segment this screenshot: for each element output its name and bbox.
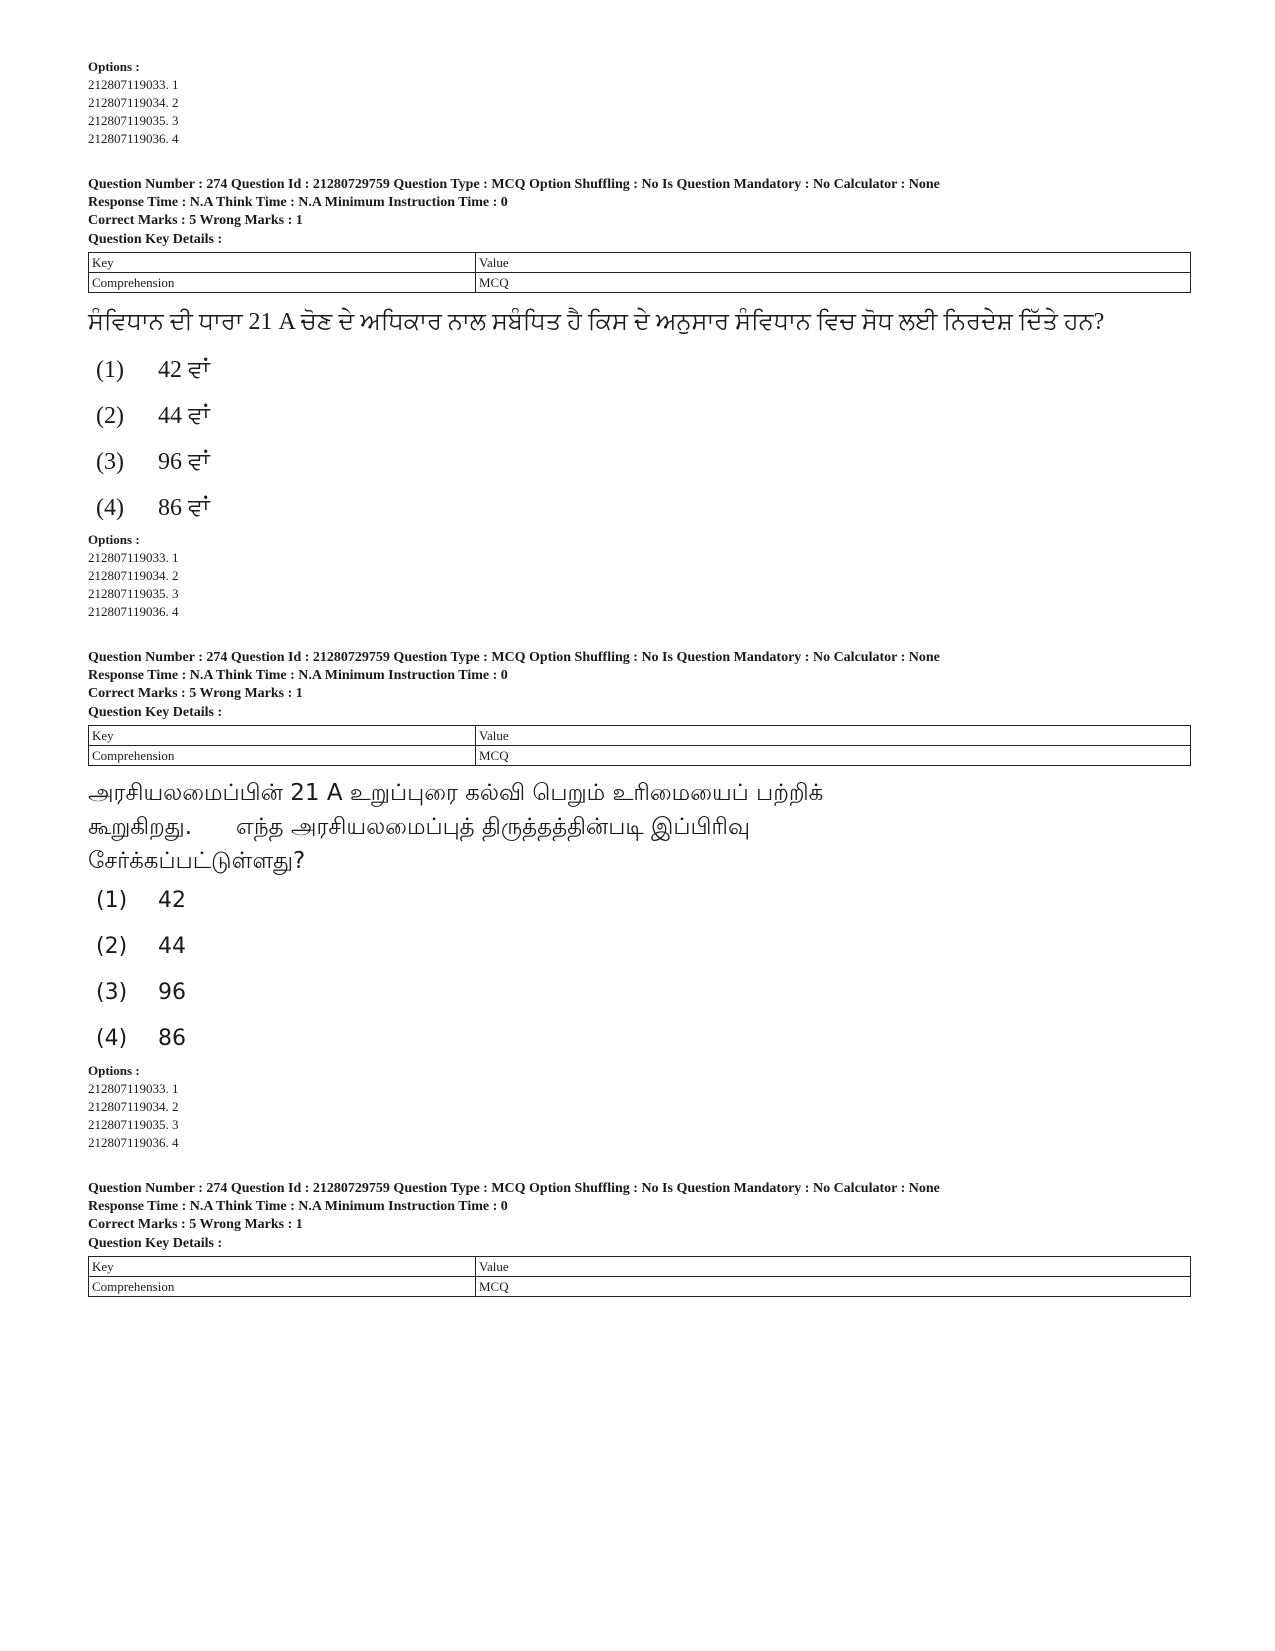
table-header-value: Value (476, 726, 1191, 746)
question-meta (88, 649, 1193, 703)
option-id: 212807119033. 1 (88, 77, 179, 92)
key-details-label: Question Key Details : (88, 232, 223, 247)
marks-line: Correct Marks : 5 Wrong Marks : 1 (88, 213, 303, 228)
answer-number: (1) (96, 357, 124, 383)
question-block-punjabi (88, 176, 1193, 621)
option-id: 212807119034. 2 (88, 1099, 179, 1114)
question-meta (88, 176, 1193, 230)
marks-line: Correct Marks : 5 Wrong Marks : 1 (88, 1217, 303, 1232)
answer-option (88, 439, 1193, 485)
answer-number: (2) (96, 934, 128, 959)
table-cell-key: Comprehension (89, 1277, 476, 1297)
answer-number: (2) (96, 403, 124, 429)
question-meta (88, 1180, 1193, 1234)
table-cell-value: MCQ (476, 746, 1191, 766)
option-id: 212807119035. 3 (88, 586, 179, 601)
table-header-value: Value (476, 253, 1191, 273)
key-value-table (88, 1256, 1191, 1297)
option-id: 212807119033. 1 (88, 1081, 179, 1096)
table-header-key: Key (89, 253, 476, 273)
answer-text: 44 (158, 934, 186, 959)
answer-number: (4) (96, 495, 124, 521)
answer-text: 44 ਵਾਂ (158, 403, 210, 429)
question-meta-line: Question Number : 274 Question Id : 21280729759 Question Type : MCQ Option Shuffling : No Is Question Mandatory : No Calculator : None (88, 177, 940, 192)
table-cell-value: MCQ (476, 273, 1191, 293)
option-id: 212807119036. 4 (88, 131, 179, 146)
document-page (88, 58, 1193, 1297)
table-header-key: Key (89, 1257, 476, 1277)
option-id: 212807119035. 3 (88, 113, 179, 128)
question-block-next (88, 1180, 1193, 1297)
answer-option (88, 878, 1193, 924)
answer-text: 86 (158, 1026, 186, 1051)
options-block (88, 1062, 1193, 1152)
answer-option (88, 393, 1193, 439)
options-title: Options : (88, 59, 140, 74)
question-text: ਸੰਵਿਧਾਨ ਦੀ ਧਾਰਾ 21 A ਚੋਣ ਦੇ ਅਧਿਕਾਰ ਨਾਲ ਸਬੰਧਿਤ ਹੈ ਕਿਸ ਦੇ ਅਨੁਸਾਰ ਸੰਵਿਧਾਨ ਵਿਚ ਸੋਧ ਲਈ ਨਿਰਦੇਸ਼ ਦਿੱਤੇ ਹਨ? (88, 309, 1105, 335)
key-details-label: Question Key Details : (88, 1236, 223, 1251)
answer-option (88, 1016, 1193, 1062)
options-title: Options : (88, 532, 140, 547)
answer-number: (3) (96, 449, 124, 475)
options-title: Options : (88, 1063, 140, 1078)
question-meta-line: Response Time : N.A Think Time : N.A Minimum Instruction Time : 0 (88, 195, 508, 210)
question-meta-line: Question Number : 274 Question Id : 21280729759 Question Type : MCQ Option Shuffling : No Is Question Mandatory : No Calculator : None (88, 650, 940, 665)
answer-text: 42 (158, 888, 186, 913)
key-value-table (88, 725, 1191, 766)
answer-option (88, 347, 1193, 393)
question-text-line: கூறுகிறது. எந்த அரசியலமைப்புத் திருத்தத்தின்படி இப்பிரிவு (88, 814, 750, 840)
table-cell-key: Comprehension (89, 746, 476, 766)
key-value-table (88, 252, 1191, 293)
option-id: 212807119035. 3 (88, 1117, 179, 1132)
option-id: 212807119036. 4 (88, 604, 179, 619)
table-cell-key: Comprehension (89, 273, 476, 293)
answer-text: 42 ਵਾਂ (158, 357, 210, 383)
answer-number: (1) (96, 888, 128, 913)
question-text-line: சேர்க்கப்பட்டுள்ளது? (88, 848, 306, 874)
question-block-tamil (88, 649, 1193, 1152)
table-header-value: Value (476, 1257, 1191, 1277)
question-meta-line: Response Time : N.A Think Time : N.A Minimum Instruction Time : 0 (88, 668, 508, 683)
question-meta-line: Question Number : 274 Question Id : 21280729759 Question Type : MCQ Option Shuffling : No Is Question Mandatory : No Calculator : None (88, 1181, 940, 1196)
answer-option (88, 485, 1193, 531)
answer-text: 86 ਵਾਂ (158, 495, 210, 521)
option-id: 212807119033. 1 (88, 550, 179, 565)
question-text-line: அரசியலமைப்பின் 21 A உறுப்புரை கல்வி பெறும் உரிமையைப் பற்றிக் (88, 780, 824, 806)
option-id: 212807119036. 4 (88, 1135, 179, 1150)
answer-number: (4) (96, 1026, 128, 1051)
answer-number: (3) (96, 980, 128, 1005)
question-meta-line: Response Time : N.A Think Time : N.A Minimum Instruction Time : 0 (88, 1199, 508, 1214)
key-details-label: Question Key Details : (88, 705, 223, 720)
table-header-key: Key (89, 726, 476, 746)
marks-line: Correct Marks : 5 Wrong Marks : 1 (88, 686, 303, 701)
answer-text: 96 (158, 980, 186, 1005)
answer-text: 96 ਵਾਂ (158, 449, 210, 475)
option-id: 212807119034. 2 (88, 568, 179, 583)
answer-option (88, 970, 1193, 1016)
option-id: 212807119034. 2 (88, 95, 179, 110)
options-block (88, 531, 1193, 621)
options-block-top (88, 58, 1193, 148)
question-text (88, 776, 1193, 878)
answer-option (88, 924, 1193, 970)
table-cell-value: MCQ (476, 1277, 1191, 1297)
